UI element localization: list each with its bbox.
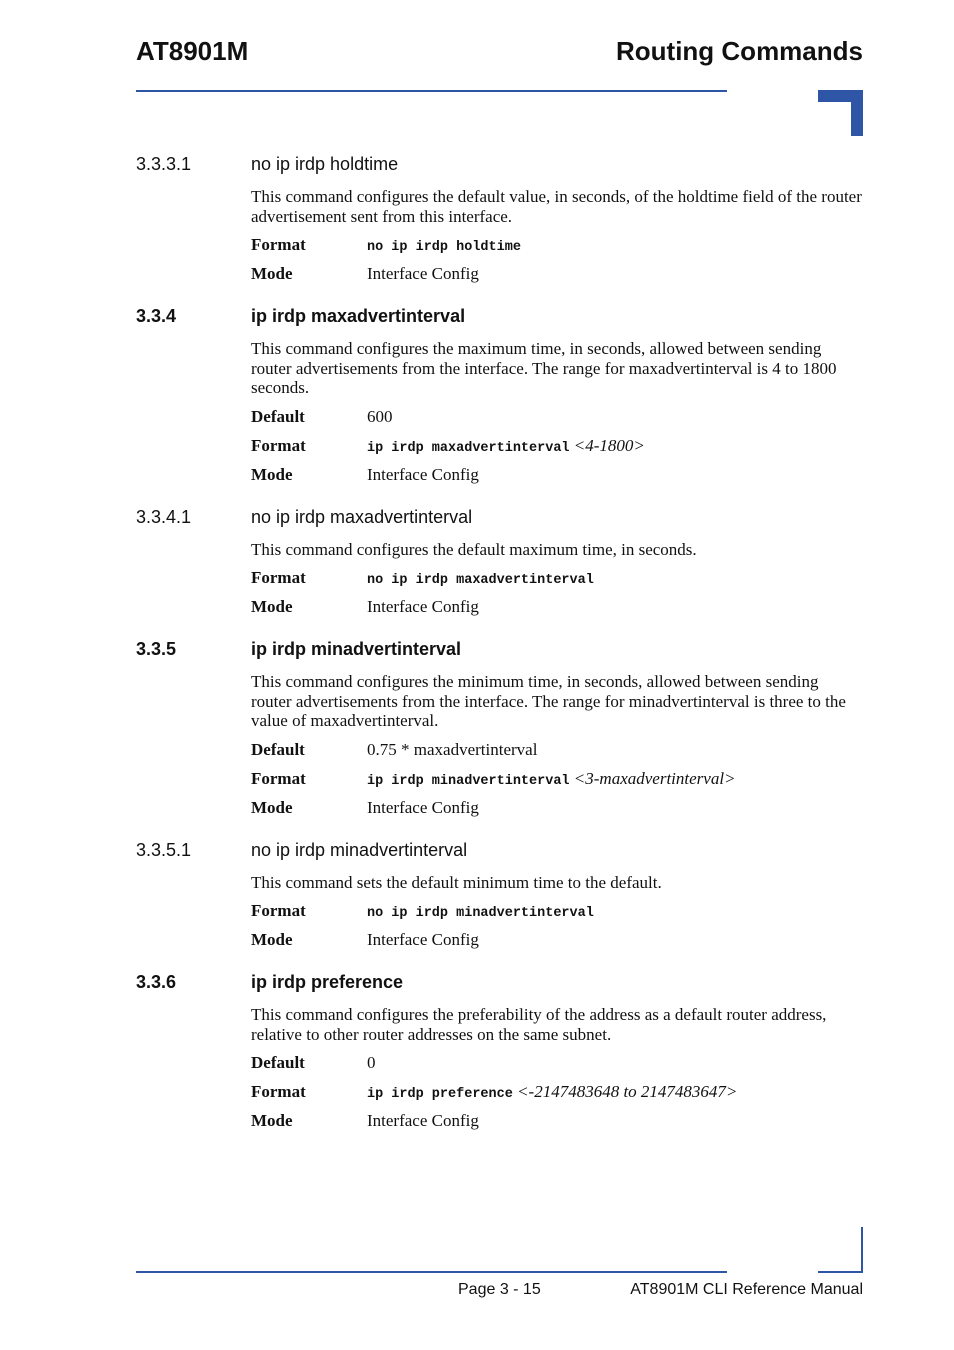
format-argument: <4-1800> [573,435,645,455]
format-command: no ip irdp holdtime [367,240,521,255]
section-description: This command configures the default value, in seconds, of the holdtime field of the router advertisement sent from this interface. [251,187,862,226]
default-row [251,407,863,436]
section-heading [136,152,863,176]
footer-corner-mark-horizontal [818,1271,863,1273]
format-row [251,769,863,798]
section-heading [136,505,863,529]
section-no-ip-irdp-maxadvertinterval [136,505,863,627]
section-description: This command configures the default maximum time, in seconds. [251,539,697,559]
section-heading [136,304,863,328]
default-value: 0.75 * maxadvertinterval [367,739,538,759]
mode-row [251,798,863,827]
mode-label: Mode [251,797,293,817]
section-number: 3.3.6 [136,972,177,992]
format-label: Format [251,235,306,254]
section-no-ip-irdp-minadvertinterval [136,838,863,960]
section-ip-irdp-preference [136,970,863,1140]
section-heading [136,970,863,994]
format-label: Format [251,435,306,455]
mode-row [251,597,863,626]
mode-value: Interface Config [367,597,479,616]
section-title: no ip irdp holdtime [251,154,399,174]
mode-row [251,465,863,494]
mode-label: Mode [251,464,293,484]
mode-label: Mode [251,597,293,616]
header-chapter: Routing Commands [616,36,863,66]
header-product: AT8901M [136,36,249,66]
default-label: Default [251,1053,305,1072]
format-row [251,1082,863,1111]
section-ip-irdp-minadvertinterval [136,637,863,827]
header-rule [136,90,727,92]
format-command: ip irdp maxadvertinterval [367,440,570,456]
section-number: 3.3.5 [136,639,177,659]
format-label: Format [251,568,306,587]
default-value: 600 [367,406,393,426]
section-title: ip irdp preference [251,972,404,992]
format-row [251,901,863,930]
section-ip-irdp-maxadvertinterval [136,304,863,494]
format-label: Format [251,1082,306,1101]
format-row [251,568,863,597]
section-number: 3.3.3.1 [136,154,192,174]
format-argument: <-2147483648 to 2147483647> [517,1082,738,1101]
format-command: no ip irdp maxadvertinterval [367,573,594,588]
format-command: ip irdp preference [367,1087,513,1102]
mode-value: Interface Config [367,797,479,817]
section-number: 3.3.4 [136,306,177,326]
section-description: This command configures the maximum time, in seconds, allowed between sending router advertisements from the interface. The range for maxadvertinterval is 4 to 1800 seconds. [251,339,837,397]
mode-row [251,264,863,293]
format-label: Format [251,901,306,920]
format-command: ip irdp minadvertinterval [367,773,570,789]
section-heading [136,637,863,661]
header-corner-mark-vertical [851,90,863,136]
mode-value: Interface Config [367,1111,479,1130]
mode-label: Mode [251,930,293,949]
section-title: ip irdp maxadvertinterval [251,306,466,326]
section-heading [136,838,863,862]
mode-row [251,930,863,959]
mode-row [251,1111,863,1140]
footer-rule [136,1271,727,1273]
section-description: This command configures the preferability of the address as a default router address, relative to other router addresses on the same subnet. [251,1005,827,1044]
mode-value: Interface Config [367,464,479,484]
section-number: 3.3.5.1 [136,839,192,860]
section-title: no ip irdp maxadvertinterval [251,506,473,527]
mode-label: Mode [251,1111,293,1130]
default-label: Default [251,406,305,426]
default-label: Default [251,739,305,759]
default-row [251,1053,863,1082]
mode-value: Interface Config [367,930,479,949]
footer-manual-title: AT8901M CLI Reference Manual [630,1281,863,1298]
section-title: no ip irdp minadvertinterval [251,839,468,860]
footer-page-number: Page 3 - 15 [458,1281,541,1298]
default-row [251,740,863,769]
section-description: This command sets the default minimum time to the default. [251,872,662,892]
mode-label: Mode [251,264,293,283]
section-number: 3.3.4.1 [136,506,192,527]
format-command: no ip irdp minadvertinterval [367,906,594,921]
format-label: Format [251,768,306,788]
default-value: 0 [367,1053,376,1072]
format-argument: <3-maxadvertinterval> [573,768,736,788]
format-row [251,436,863,465]
footer-corner-mark [861,1227,863,1272]
section-title: ip irdp minadvertinterval [251,639,462,659]
mode-value: Interface Config [367,264,479,283]
format-row [251,235,863,264]
section-no-ip-irdp-holdtime [136,152,863,293]
page-content [136,152,863,1151]
section-description: This command configures the minimum time, in seconds, allowed between sending router advertisements from the interface. The range for minadvertinterval is three to the value of maxadvertinterval. [251,672,846,730]
